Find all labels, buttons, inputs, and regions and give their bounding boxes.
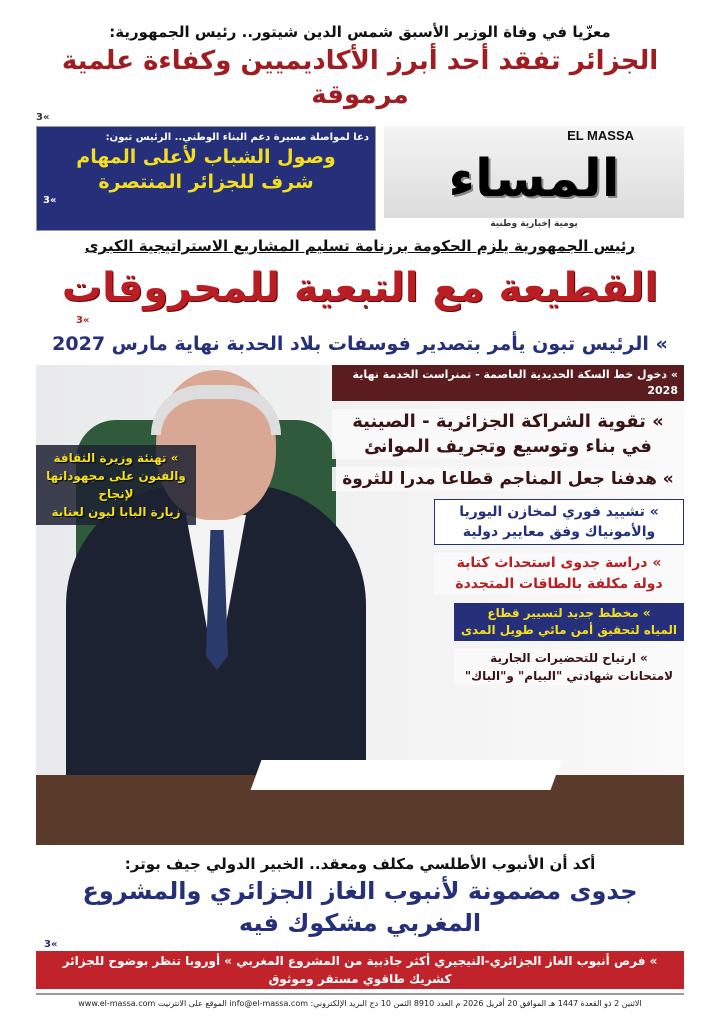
masthead	[384, 126, 684, 231]
lead-subhead: » الرئيس تبون يأمر بتصدير فوسفات بلاد الحدبة نهاية مارس 2027	[52, 333, 668, 355]
lead-item-1	[332, 409, 684, 459]
lead-item-4	[434, 553, 684, 595]
lead-item-5	[454, 603, 684, 641]
item-line: » تهنئة وزيرة الثقافة	[53, 451, 179, 465]
masthead-arabic: المساء	[448, 149, 620, 209]
item-line: والفنون على مجهوداتها لإنجاح	[46, 469, 186, 501]
left-column	[36, 365, 196, 845]
lead-item-3	[434, 499, 684, 545]
top-headline[interactable]: الجزائر تفقد أحد أبرز الأكاديميين وكفاءة علمية مرموقة	[61, 46, 659, 110]
gas-kicker: أكد أن الأنبوب الأطلسي مكلف ومعقد.. الخبير الدولي جيف بوتر:	[124, 855, 596, 873]
lead-kicker: رئيس الجمهورية يلزم الحكومة برزنامة تسليم المشاريع الاستراتيجية الكبرى	[84, 237, 636, 255]
gas-headline[interactable]: جدوى مضمونة لأنبوب الغاز الجزائري والمشروع المغربي مشكوك فيه	[82, 877, 638, 937]
masthead-tagline: يومية إخبارية وطنية	[490, 219, 578, 229]
page-ref: 3«	[44, 939, 58, 950]
president-photo	[36, 365, 684, 845]
item-line: » مخطط جديد لتسيير قطاع	[487, 606, 651, 620]
top-row	[36, 126, 684, 231]
page-ref: 3«	[36, 112, 50, 123]
masthead-logo	[384, 126, 684, 218]
item-line: » ارتياح للتحضيرات الجارية	[490, 651, 648, 665]
item-line: زيارة البابا ليون لعنابة	[51, 505, 181, 519]
item-line: المياه لتحقيق أمن مائي طويل المدى	[460, 623, 677, 637]
item-line: » دراسة جدوى استحداث كتابة	[456, 555, 662, 571]
lead-headline[interactable]: القطيعة مع التبعية للمحروقات	[61, 265, 659, 311]
footer-info: الاثنين 2 ذو القعدة 1447 هـ الموافق 20 أفريل 2026 م العدد 8910 الثمن 10 دج البريد الإلكتروني: info@el-massa.com الموقع على الانترنيت www.el-massa.com	[78, 999, 642, 1008]
lead-item-2: » هدفنا جعل المناجم قطاعا مدرا للثروة	[332, 467, 684, 491]
item-line: لامتحانات شهادتي "البيام" و"الباك"	[464, 669, 674, 683]
youth-headline-2: شرف للجزائر المنتصرة	[98, 171, 314, 193]
right-column	[332, 365, 684, 845]
youth-story-box[interactable]	[36, 126, 376, 231]
page-ref: 3«	[76, 315, 90, 326]
youth-headline-1: وصول الشباب لأعلى المهام	[76, 146, 336, 168]
lead-item-6	[454, 649, 684, 685]
item-line: في بناء وتوسيع وتجريف الموانئ	[364, 436, 652, 457]
item-line: » تشييد فوري لمخازن اليوريا	[459, 504, 659, 520]
railway-bar: » دخول خط السكة الحديدية العاصمة - تمنراست الخدمة نهاية 2028	[332, 365, 684, 401]
item-line: دولة مكلفة بالطاقات المتجددة	[455, 576, 663, 592]
youth-kicker: دعا لمواصلة مسيرة دعم البناء الوطني.. الرئيس تبون:	[105, 132, 369, 143]
divider	[36, 993, 684, 995]
item-line: والأمونياك وفق معايير دولية	[462, 524, 656, 540]
top-kicker: معزّيا في وفاة الوزير الأسبق شمس الدين شيتور.. رئيس الجمهورية:	[109, 23, 611, 41]
item-line: » تقوية الشراكة الجزائرية - الصينية	[352, 411, 664, 432]
page-ref: 3«	[43, 195, 57, 206]
masthead-latin: EL MASSA	[567, 128, 634, 143]
culture-minister-note	[36, 445, 196, 525]
gas-bar: » فرص أنبوب الغاز الجزائري-النيجيري أكثر جاذبية من المشروع المغربي » أوروبا تنظر بوضوح للجزائر كشريك طاقوي مستقر وموثوق	[36, 951, 684, 989]
